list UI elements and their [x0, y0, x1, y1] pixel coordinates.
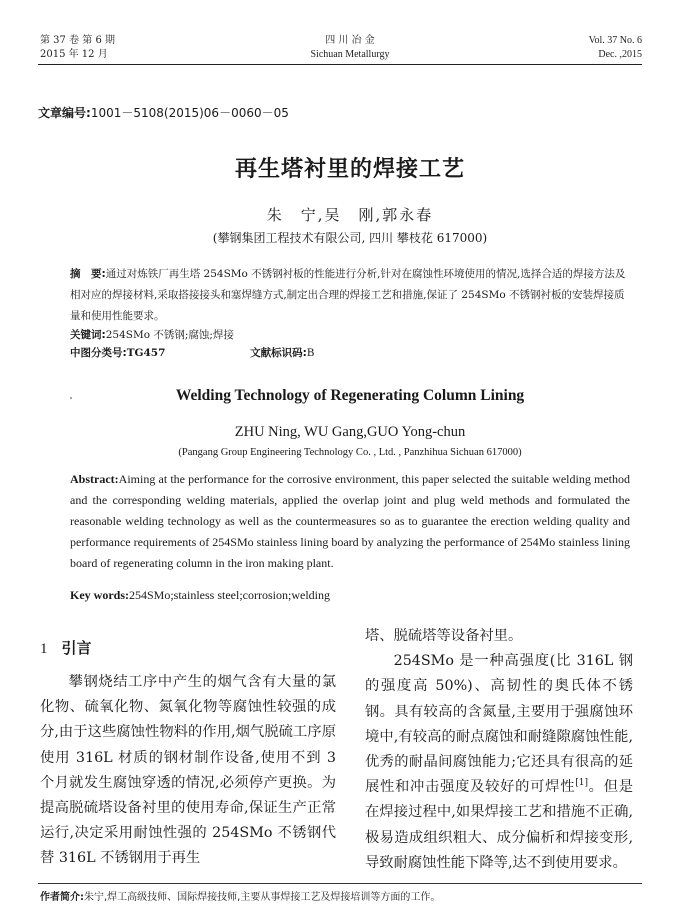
citation-ref[interactable]: [1] [575, 778, 588, 789]
classification-row [70, 345, 630, 362]
header-divider [38, 64, 642, 65]
authors-en: ZHU Ning, WU Gang,GUO Yong-chun [234, 424, 466, 440]
body-column-left [40, 670, 336, 872]
doc-code-value: B [306, 347, 315, 359]
publication-date: 2015 年 12 月 [40, 49, 108, 60]
keywords-en [70, 587, 630, 603]
keywords-en-label: Key words: [70, 588, 129, 602]
body-paragraph [365, 649, 633, 876]
abstract-en [70, 469, 630, 574]
section-title: 引言 [61, 639, 92, 657]
section-number: 1 [40, 641, 48, 657]
body-column-right [365, 624, 633, 876]
abstract-cn-label: 摘 要: [70, 268, 106, 280]
keywords-cn-text: 254SMo 不锈钢;腐蚀;焊接 [105, 329, 234, 341]
article-number [38, 104, 289, 121]
keywords-cn-label: 关键词: [70, 329, 106, 341]
abstract-cn [70, 264, 630, 327]
publication-date-en: Dec. ,2015 [598, 49, 642, 60]
article-number-value: 1001－5108(2015)06－0060－05 [90, 106, 289, 120]
journal-volume-en [589, 34, 642, 62]
authors-cn: 朱 宁,吴 刚,郭永春 [266, 206, 434, 224]
abstract-cn-text: 通过对炼铁厂再生塔 254SMo 不锈钢衬板的性能进行分析,针对在腐蚀性环境使用的情况,选择合适的焊接方法及相对应的焊接材料,采取搭接接头和塞焊缝方式,制定出合理的焊接工艺和措施,保证了 254SMo 不锈钢衬板的安装焊接质量和使用性能要求。 [70, 268, 626, 322]
footnote-text: 朱宁,焊工高级技师、国际焊接技师,主要从事焊接工艺及焊接培训等方面的工作。 [84, 892, 441, 903]
volume-issue-en: Vol. 37 No. 6 [588, 35, 642, 46]
page-title-en: Welding Technology of Regenerating Column Lining [175, 387, 525, 404]
author-footnote [40, 888, 440, 903]
journal-name-cn: 四 川 冶 金 [325, 35, 375, 46]
article-number-label: 文章编号: [38, 106, 91, 120]
abstract-en-text: Aiming at the performance for the corrosive environment, this paper selected the suitable welding method and the corresponding welding materials, applied the overlap joint and plug weld methods and formulated the reasonable welding technology as well as the countermeasures so as to guarantee the erection welding quality and performance requirements of 254SMo stainless lining board by analyzing the performance of 254Mo stainless lining board of regenerating column in the iron making plant. [70, 472, 630, 570]
body-text: 254SMo 是一种高强度(比 316L 钢的强度高 50%)、高韧性的奥氏体不锈钢。具有较高的含氮量,主要用于强腐蚀环境中,有较高的耐点腐蚀和耐缝隙腐蚀性能,优秀的耐晶间腐蚀能力;它还具有很高的延展性和冲击强度及较好的可焊性 [365, 653, 633, 796]
journal-issue-info [40, 34, 115, 62]
journal-name [270, 34, 430, 62]
keywords-en-text: 254SMo;stainless steel;corrosion;welding [129, 588, 330, 602]
doc-code-label: 文献标识码: [250, 347, 307, 359]
section-heading [40, 637, 92, 658]
affiliation-en: (Pangang Group Engineering Technology Co. , Ltd. , Panzhihua Sichuan 617000) [178, 447, 522, 458]
page-title: 再生塔衬里的焊接工艺 [234, 157, 465, 182]
footnote-divider [38, 883, 642, 884]
body-text: 。但是在焊接过程中,如果焊接工艺和措施不正确,极易造成组织粗大、成分偏析和焊接变形,导致耐腐蚀性能下降等,达不到使用要求。 [365, 779, 634, 871]
journal-name-en: Sichuan Metallurgy [310, 49, 390, 60]
body-paragraph: 攀钢烧结工序中产生的烟气含有大量的氯化物、硫氧化物、氮氧化物等腐蚀性较强的成分,由于这些腐蚀性物料的作用,烟气脱硫工序原使用 316L 材质的钢材制作设备,使用不到 3 个月就发生腐蚀穿透的情况,必须停产更换。为提高脱硫塔设备衬里的使用寿命,保证生产正常运行,决定采用耐蚀性强的 254SMo 不锈钢代替 316L 不锈钢用于再生 [40, 674, 336, 867]
footnote-label: 作者简介: [40, 892, 84, 903]
clc-label: 中图分类号: [70, 347, 127, 359]
volume-issue: 第 37 卷 第 6 期 [40, 35, 115, 46]
affiliation-cn: (攀钢集团工程技术有限公司, 四川 攀枝花 617000) [212, 231, 488, 245]
clc-value: TG457 [126, 347, 166, 359]
body-paragraph-continued: 塔、脱硫塔等设备衬里。 [365, 628, 523, 644]
abstract-en-label: Abstract: [70, 472, 119, 486]
keywords-cn [70, 327, 630, 344]
